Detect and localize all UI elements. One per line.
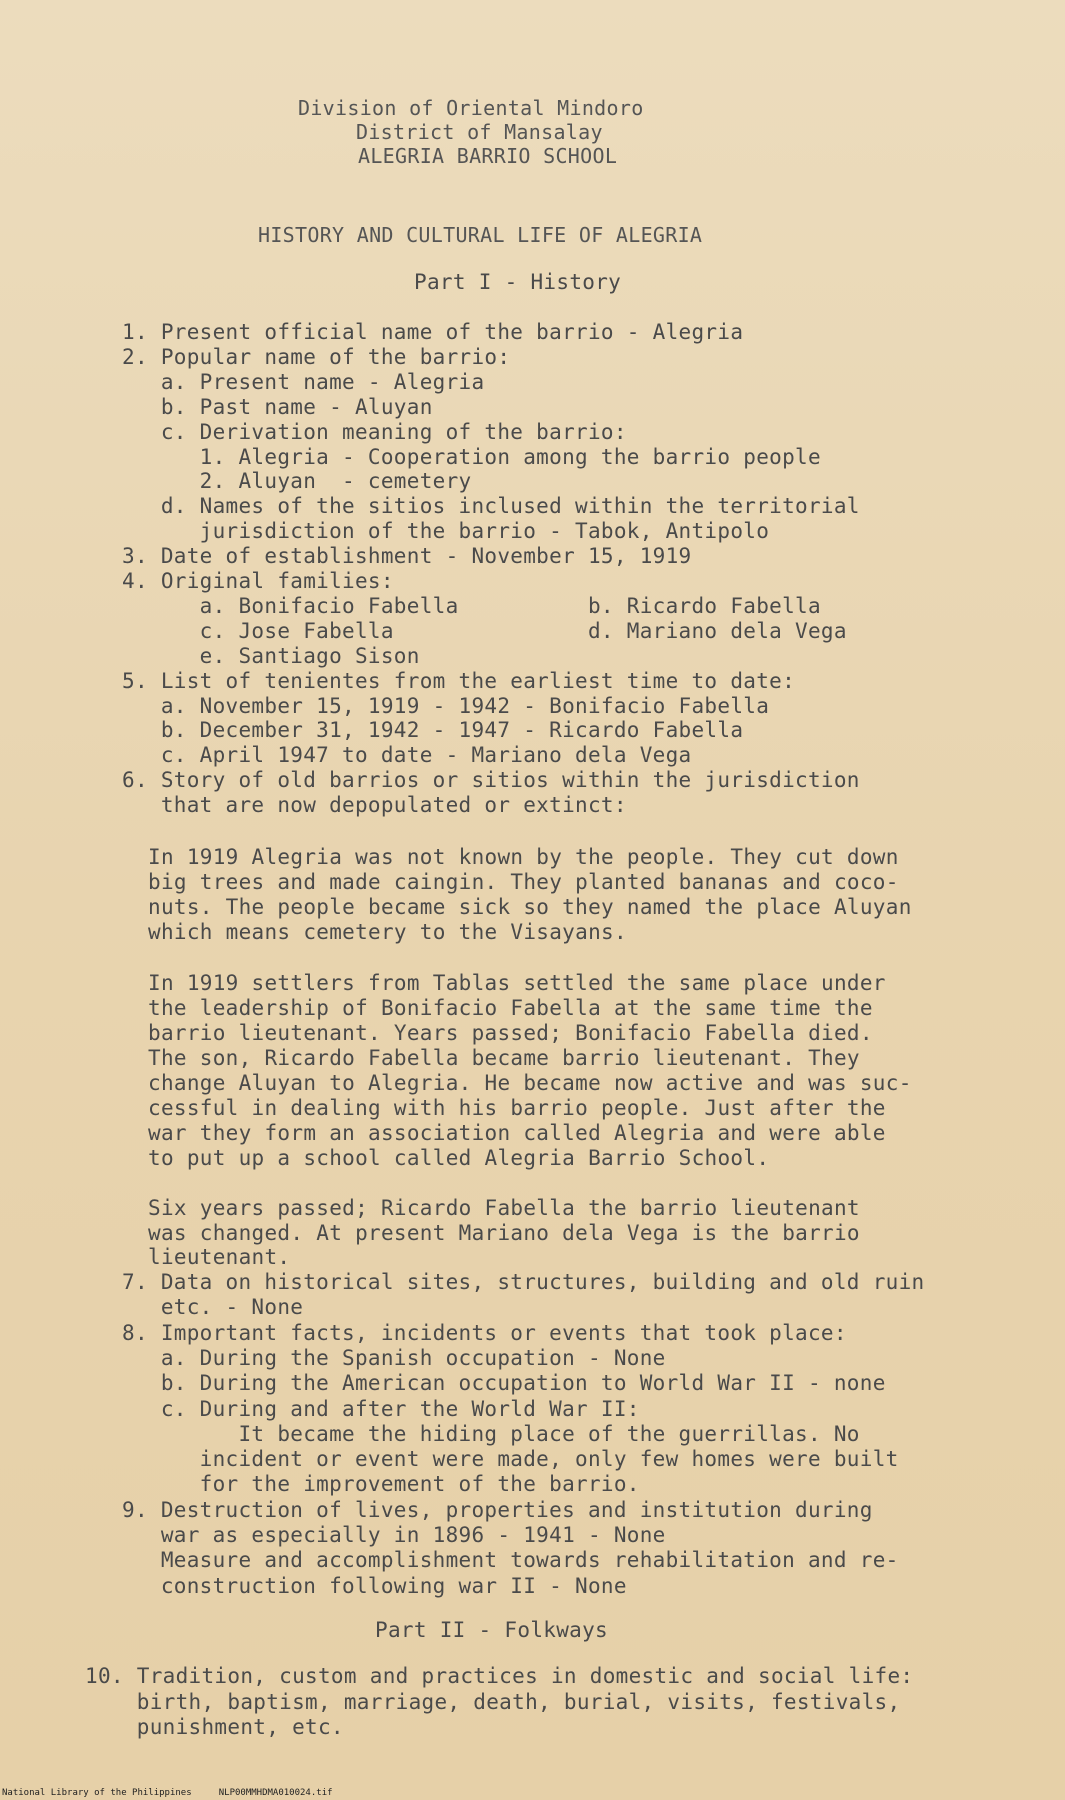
paragraph-line: change Aluyan to Alegria. He became now active and was suc- bbox=[148, 1071, 912, 1095]
text-line: etc. - None bbox=[122, 1295, 304, 1320]
paragraph-line: barrio lieutenant. Years passed; Bonifacio Fabella died. bbox=[148, 1021, 873, 1045]
text-line: c. Jose Fabella d. Mariano dela Vega bbox=[122, 618, 847, 643]
text-line: 5. List of tenientes from the earliest time to date: bbox=[122, 668, 796, 693]
text-line: war as especially in 1896 - 1941 - None bbox=[122, 1523, 666, 1547]
paragraph-line: to put up a school called Alegria Barrio School. bbox=[148, 1146, 770, 1170]
paragraph-line: which means cemetery to the Visayans. bbox=[148, 920, 627, 944]
part-two-heading: Part II - Folkways bbox=[375, 1618, 608, 1642]
paragraph-line: lieutenant. bbox=[148, 1245, 291, 1269]
text-line: a. Bonifacio Fabella b. Ricardo Fabella bbox=[122, 593, 821, 618]
text-line: a. November 15, 1919 - 1942 - Bonifacio Fabella bbox=[122, 693, 770, 718]
paragraph-line: Six years passed; Ricardo Fabella the barrio lieutenant bbox=[148, 1196, 860, 1220]
text-line: c. Derivation meaning of the barrio: bbox=[122, 419, 627, 444]
text-line: punishment, etc. bbox=[85, 1715, 344, 1739]
text-line: 4. Original families: bbox=[122, 569, 394, 593]
text-line: 3. Date of establishment - November 15, 1919 bbox=[122, 544, 692, 569]
paragraph-line: The son, Ricardo Fabella became barrio lieutenant. They bbox=[148, 1046, 860, 1070]
paragraph-line: the leadership of Bonifacio Fabella at the same time the bbox=[148, 996, 873, 1020]
text-line: e. Santiago Sison bbox=[122, 643, 420, 668]
archive-footer: National Library of the Philippines NLP00MMHDMA010024.tif bbox=[2, 1788, 333, 1798]
paragraph-line: big trees and made caingin. They planted bananas and coco- bbox=[148, 870, 899, 894]
text-line: a. Present name - Alegria bbox=[122, 369, 485, 394]
text-line: 2. Aluyan - cemetery bbox=[122, 469, 472, 494]
text-line: 1. Present official name of the barrio - Alegria bbox=[122, 320, 744, 344]
text-line: Measure and accomplishment towards rehabilitation and re- bbox=[122, 1548, 899, 1573]
text-line: b. Past name - Aluyan bbox=[122, 394, 433, 419]
text-line: jurisdiction of the barrio - Tabok, Antipolo bbox=[122, 519, 770, 544]
text-line: c. During and after the World War II: bbox=[122, 1396, 640, 1421]
header-division: Division of Oriental Mindoro bbox=[298, 96, 644, 120]
text-line: 7. Data on historical sites, structures, building and old ruin bbox=[122, 1270, 925, 1294]
text-line: that are now depopulated or extinct: bbox=[122, 793, 627, 818]
paragraph-line: nuts. The people became sick so they named the place Aluyan bbox=[148, 895, 912, 919]
paragraph-line: In 1919 settlers from Tablas settled the same place under bbox=[148, 971, 886, 995]
part-one-heading: Part I - History bbox=[414, 270, 622, 294]
text-line: b. December 31, 1942 - 1947 - Ricardo Fabella bbox=[122, 718, 744, 743]
text-line: 10. Tradition, custom and practices in domestic and social life: bbox=[85, 1664, 914, 1688]
text-line: 8. Important facts, incidents or events that took place: bbox=[122, 1320, 847, 1345]
text-line: birth, baptism, marriage, death, burial, visits, festivals, bbox=[85, 1689, 901, 1714]
text-line: construction following war II - None bbox=[122, 1573, 627, 1598]
text-line: 6. Story of old barrios or sitios within the jurisdiction bbox=[122, 768, 860, 793]
text-line: d. Names of the sitios inclused within the territorial bbox=[122, 494, 860, 519]
document-title: HISTORY AND CULTURAL LIFE OF ALEGRIA bbox=[258, 223, 703, 247]
paragraph-line: was changed. At present Mariano dela Vega is the barrio bbox=[148, 1220, 860, 1245]
text-line: c. April 1947 to date - Mariano dela Vega bbox=[122, 743, 692, 768]
text-line: a. During the Spanish occupation - None bbox=[122, 1345, 666, 1370]
header-district: District of Mansalay bbox=[356, 120, 603, 144]
paragraph-line: war they form an association called Alegria and were able bbox=[148, 1121, 886, 1145]
text-line: It became the hiding place of the guerrillas. No bbox=[122, 1421, 860, 1446]
text-line: for the improvement of the barrio. bbox=[122, 1472, 640, 1497]
paragraph-line: cessful in dealing with his barrio people. Just after the bbox=[148, 1096, 886, 1120]
paragraph-line: In 1919 Alegria was not known by the people. They cut down bbox=[148, 845, 899, 869]
header-school: ALEGRIA BARRIO SCHOOL bbox=[358, 144, 618, 168]
text-line: 2. Popular name of the barrio: bbox=[122, 344, 511, 369]
text-line: 9. Destruction of lives, properties and institution during bbox=[122, 1497, 873, 1522]
text-line: 1. Alegria - Cooperation among the barrio people bbox=[122, 444, 821, 469]
text-line: incident or event were made, only few homes were built bbox=[122, 1447, 899, 1472]
text-line: b. During the American occupation to World War II - none bbox=[122, 1371, 886, 1396]
